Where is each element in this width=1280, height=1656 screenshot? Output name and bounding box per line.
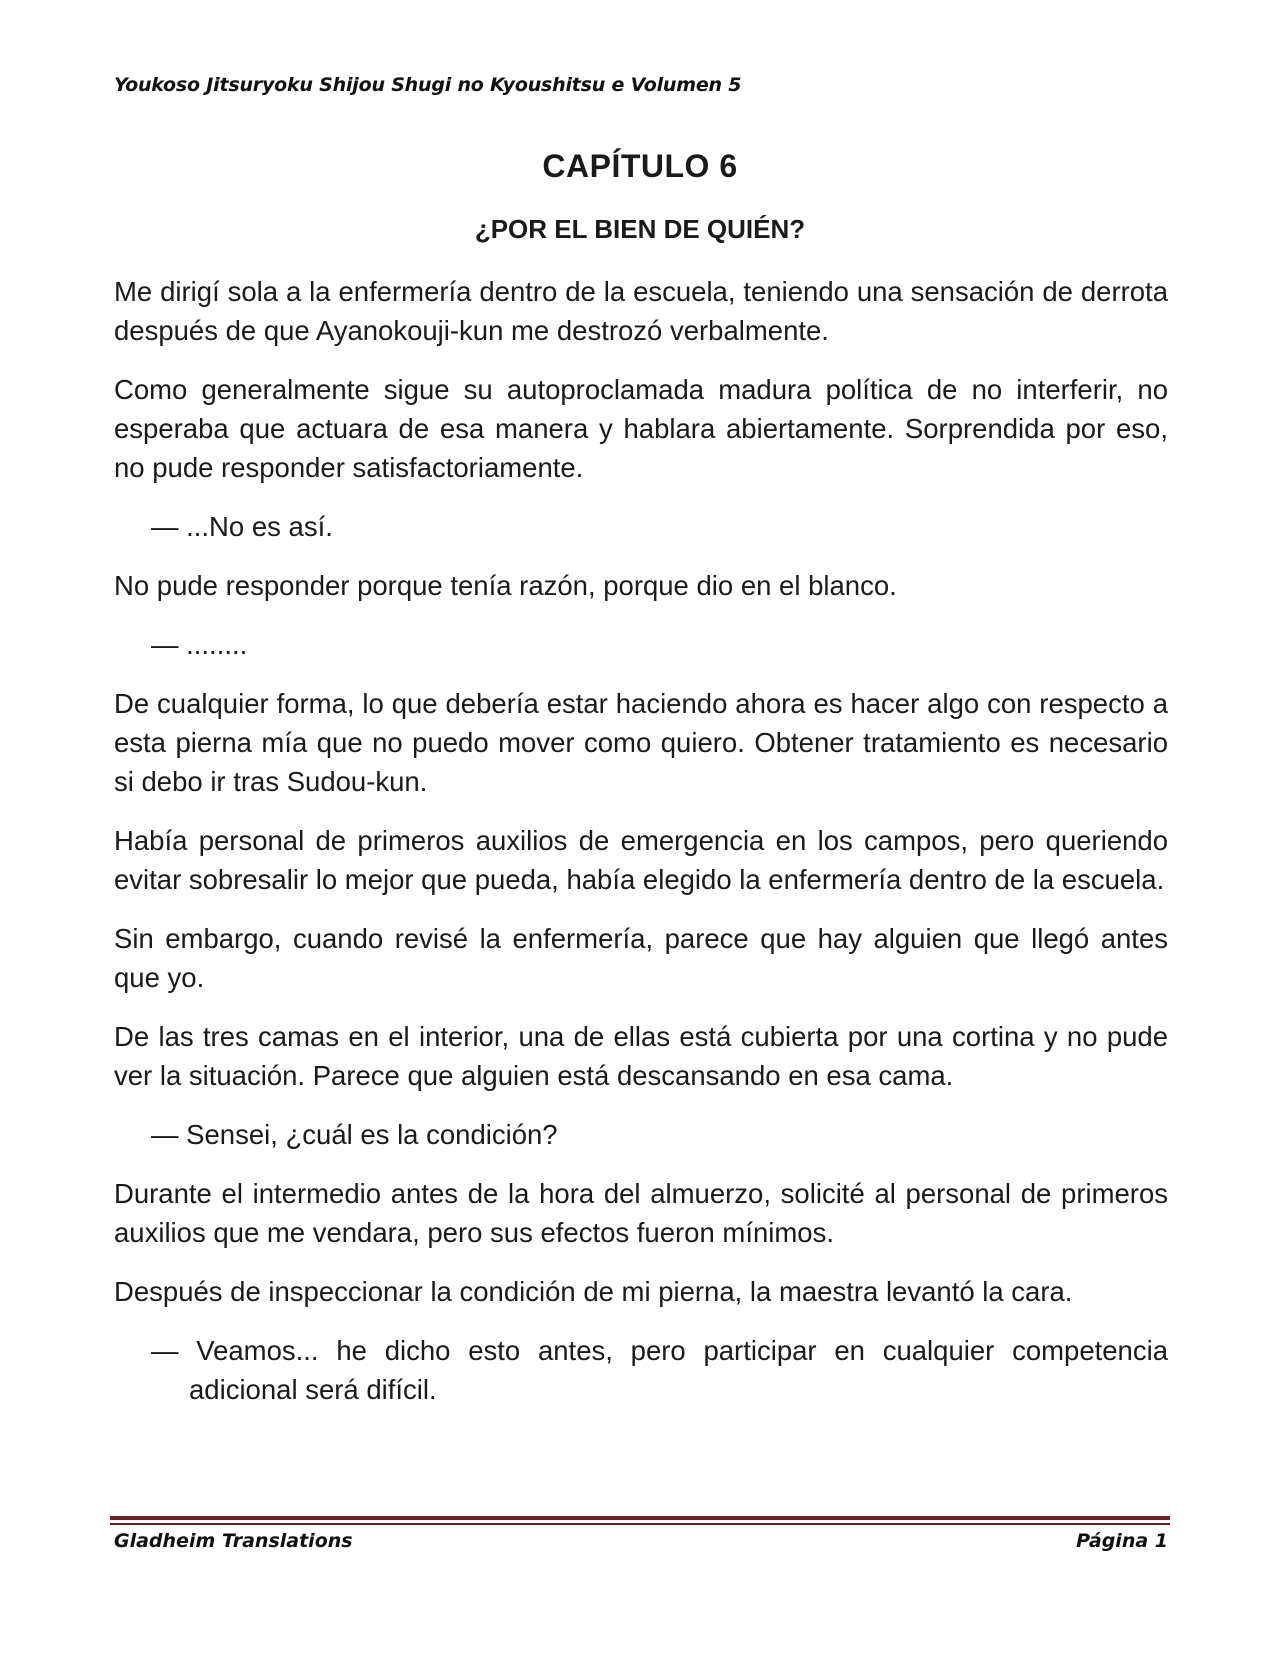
paragraph: Durante el intermedio antes de la hora del almuerzo, solicité al personal de primeros auxilios que me vendara, pero sus efectos fueron mínimos. <box>114 1178 1168 1248</box>
paragraph: Como generalmente sigue su autoproclamada madura política de no interferir, no esperaba que actuara de esa manera y hablara abiertamente. Sorprendida por eso, no pude responder satisfactoriamente. <box>114 374 1168 483</box>
footer-page-number: Página 1 <box>1076 1530 1168 1552</box>
footer-rule <box>110 1516 1170 1520</box>
footer-translator: Gladheim Translations <box>114 1530 353 1552</box>
chapter-subtitle: ¿POR EL BIEN DE QUIÉN? <box>474 214 806 244</box>
paragraph: No pude responder porque tenía razón, porque dio en el blanco. <box>114 570 897 601</box>
paragraph: De las tres camas en el interior, una de ellas está cubierta por una cortina y no pude ver la situación. Parece que alguien está descansando en esa cama. <box>114 1021 1168 1091</box>
paragraph: De cualquier forma, lo que debería estar haciendo ahora es hacer algo con respecto a esta pierna mía que no puedo mover como quiero. Obtener tratamiento es necesario si debo ir tras Sudou-kun. <box>114 688 1168 797</box>
paragraph: Sin embargo, cuando revisé la enfermería, parece que hay alguien que llegó antes que yo. <box>114 923 1168 993</box>
paragraph: Había personal de primeros auxilios de emergencia en los campos, pero queriendo evitar sobresalir lo mejor que pueda, había elegido la enfermería dentro de la escuela. <box>114 825 1168 895</box>
chapter-title: CAPÍTULO 6 <box>542 148 738 184</box>
paragraph: Me dirigí sola a la enfermería dentro de la escuela, teniendo una sensación de derrota después de que Ayanokouji-kun me destrozó verbalmente. <box>114 276 1168 346</box>
dialogue-line: — ...No es así. <box>151 511 333 542</box>
dialogue-line: — Sensei, ¿cuál es la condición? <box>151 1119 558 1150</box>
paragraph: Después de inspeccionar la condición de mi pierna, la maestra levantó la cara. <box>114 1276 1073 1307</box>
dialogue-line: — Veamos... he dicho esto antes, pero participar en cualquier competencia adicional será difícil. <box>151 1335 1168 1405</box>
body-text <box>114 272 1168 1429</box>
running-header: Youkoso Jitsuryoku Shijou Shugi no Kyoushitsu e Volumen 5 <box>114 74 742 96</box>
footer-rule-thin <box>110 1523 1170 1525</box>
dialogue-line: — ........ <box>151 629 248 660</box>
